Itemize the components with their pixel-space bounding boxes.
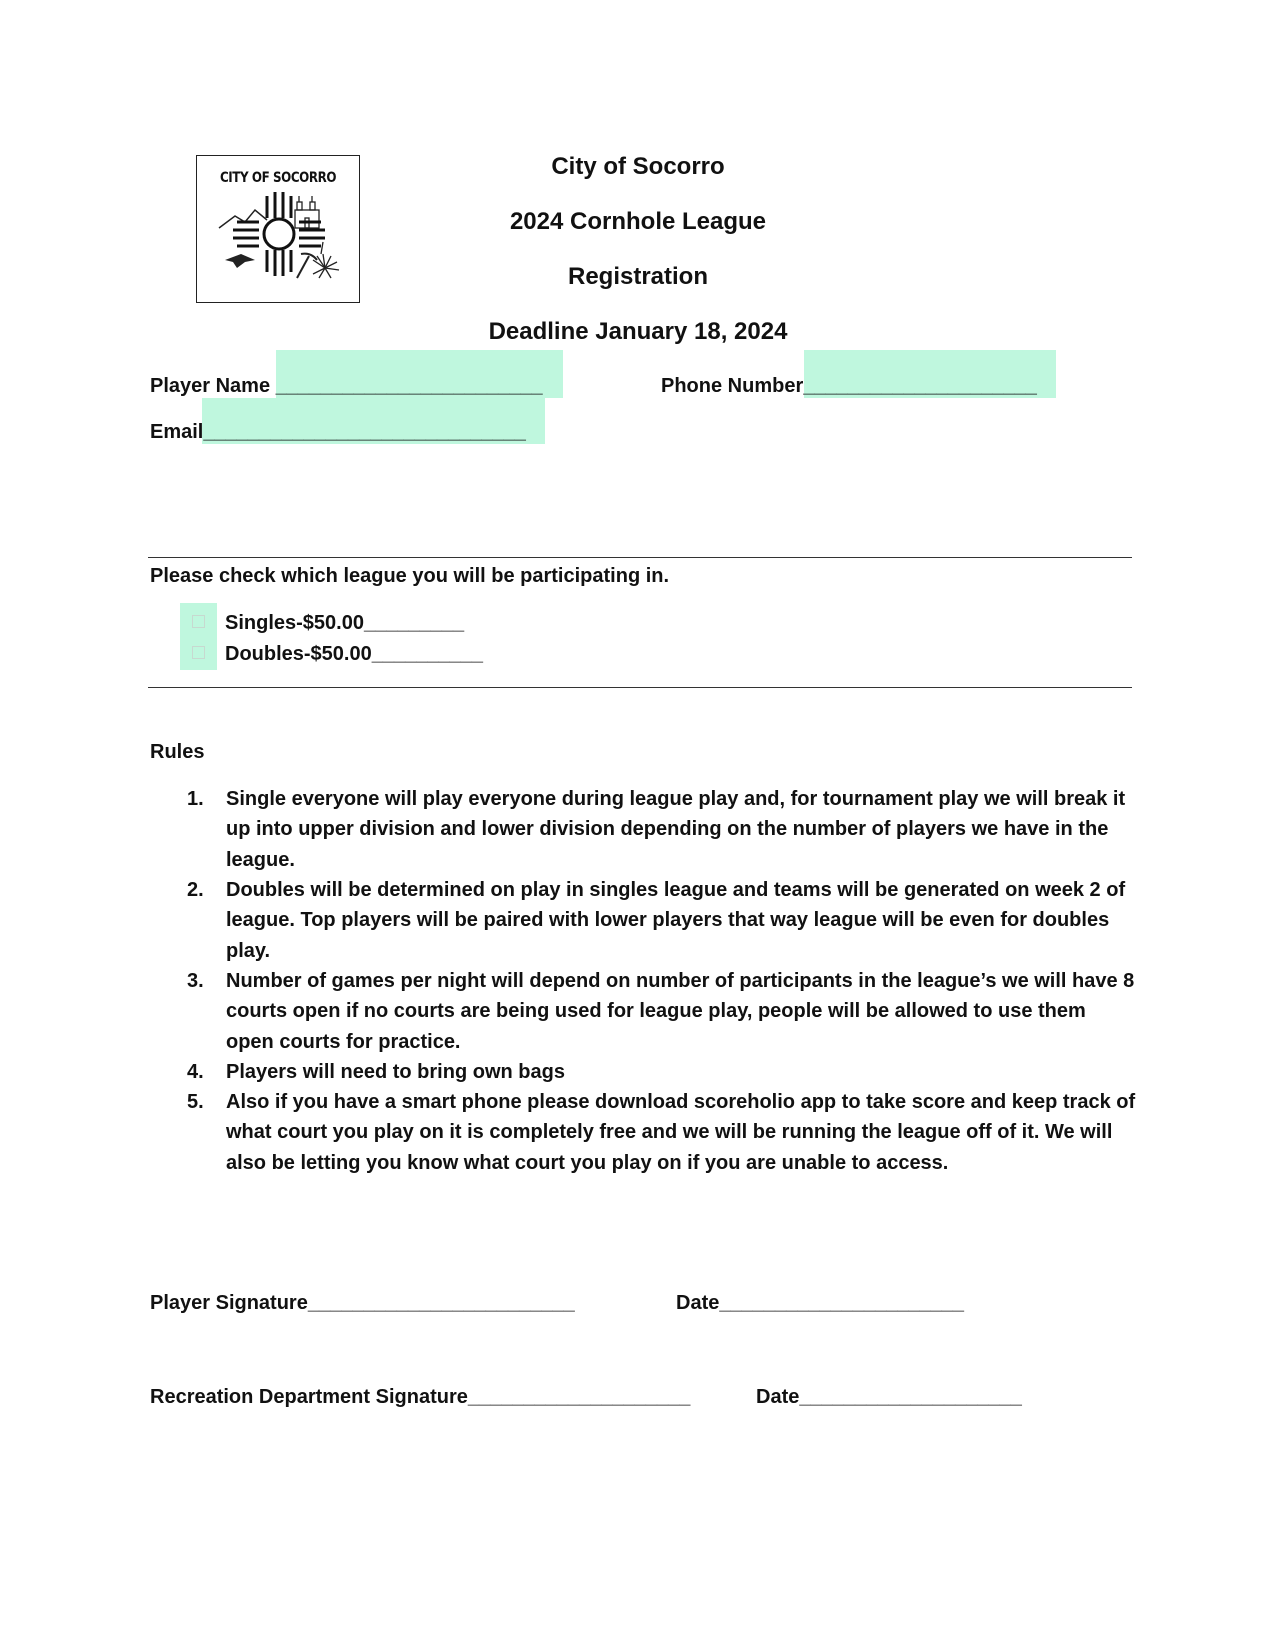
logo-text: CITY OF SOCORRO bbox=[219, 170, 337, 186]
player-date-line[interactable]: Date______________________ bbox=[676, 1292, 965, 1314]
rec-signature-line[interactable]: Recreation Department Signature____________________ bbox=[150, 1386, 691, 1408]
rule-text: Doubles will be determined on play in singles league and teams will be generated on week 2 of league. Top players will be paired with lower players that way league will be even for doubles play. bbox=[226, 879, 1126, 962]
zia-sun-icon bbox=[197, 156, 361, 304]
player-signature-line[interactable]: Player Signature________________________ bbox=[150, 1292, 575, 1314]
singles-option-label: Singles-$50.00_________ bbox=[225, 612, 465, 634]
rule-number: 1. bbox=[187, 788, 204, 810]
rule-number: 2. bbox=[187, 879, 204, 901]
divider-top bbox=[148, 557, 1132, 558]
rec-date-line[interactable]: Date____________________ bbox=[756, 1386, 1022, 1408]
rule-number: 4. bbox=[187, 1061, 204, 1083]
doubles-option-label: Doubles-$50.00__________ bbox=[225, 643, 483, 665]
rule-text: Players will need to bring own bags bbox=[226, 1061, 565, 1083]
rules-heading: Rules bbox=[150, 741, 205, 763]
league-prompt: Please check which league you will be participating in. bbox=[150, 565, 670, 587]
rule-number: 5. bbox=[187, 1091, 204, 1113]
player-name-label: Player Name ________________________ bbox=[150, 375, 543, 397]
city-logo bbox=[196, 155, 360, 303]
registration-title: Registration bbox=[567, 263, 708, 290]
league-title: 2024 Cornhole League bbox=[509, 208, 767, 235]
doubles-checkbox[interactable] bbox=[180, 636, 217, 670]
singles-checkbox[interactable] bbox=[180, 603, 217, 636]
city-title: City of Socorro bbox=[551, 153, 725, 180]
phone-number-label: Phone Number_____________________ bbox=[661, 375, 1037, 397]
divider-bottom bbox=[148, 687, 1132, 688]
email-label: Email_____________________________ bbox=[150, 421, 526, 443]
rule-text: Number of games per night will depend on number of participants in the league’s we will have 8 courts open if no courts are being used for league play, people will be allowed to use them open courts for practice. bbox=[226, 970, 1135, 1053]
rule-text: Also if you have a smart phone please download scoreholio app to take score and keep track of what court you play on it is completely free and we will be running the league off of it. We will also be letting you know what court you play on if you are unable to access. bbox=[226, 1091, 1136, 1174]
rule-text: Single everyone will play everyone during league play and, for tournament play we will break it up into upper division and lower division depending on the number of players we have in the league. bbox=[226, 788, 1126, 871]
deadline-title: Deadline January 18, 2024 bbox=[488, 318, 788, 345]
rule-number: 3. bbox=[187, 970, 204, 992]
